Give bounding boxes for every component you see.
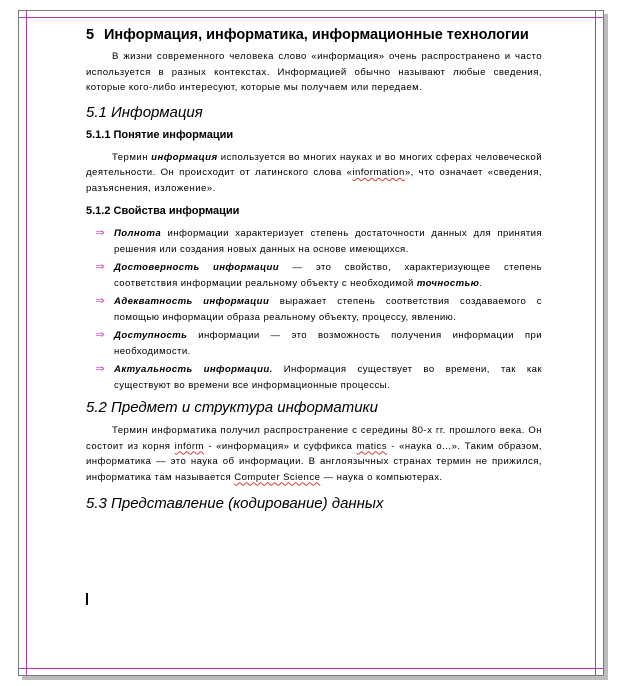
- list-item-tail: .: [479, 277, 483, 289]
- list-item-body: Информация существует во времени, так как существуют во времени все информационные процессы.: [114, 364, 542, 391]
- list-item-term: Полнота: [114, 228, 162, 239]
- misspelled-word: inform: [174, 440, 204, 452]
- list-item-term: Актуальность информации.: [114, 364, 273, 375]
- intro-paragraph: В жизни современного человека слово «информация» очень распространено и часто используется в разных контекстах. Информацией обычно называют любые сведения, которые кого-либо интересуют, которые мы получаем или передаем.: [86, 51, 542, 93]
- arrow-bullet-icon: ⇒: [95, 261, 105, 273]
- text-cursor: [86, 593, 88, 605]
- list-item-term: Адекватность информации: [114, 296, 270, 307]
- text-run: », что означает «сведения, разъяснения, изложение».: [86, 167, 543, 194]
- document-body[interactable]: [86, 28, 542, 519]
- text-run: - «информация» и суффикса: [204, 440, 357, 452]
- list-item-body: — это свойство, характеризующее степень соответствия информации реальному объекту с необходимой: [114, 262, 542, 289]
- misspelled-word: Computer Science: [234, 471, 321, 483]
- list-item-text: [114, 260, 542, 291]
- arrow-bullet-icon: ⇒: [95, 227, 105, 239]
- list-item-text: [114, 226, 542, 257]
- list-item: [86, 260, 542, 291]
- section-heading-5-1: 5.1 Информация: [86, 103, 203, 121]
- list-item-text: [114, 328, 542, 359]
- chapter-heading: [86, 28, 542, 43]
- margin-guide-left: [26, 11, 27, 675]
- list-item: [86, 328, 542, 359]
- properties-list: [86, 226, 542, 393]
- section-heading-5-3: 5.3 Представление (кодирование) данных: [86, 495, 384, 512]
- list-item-term-accuracy: точностью: [416, 277, 480, 289]
- chapter-title: Информация, информатика, информационные технологии: [104, 27, 529, 43]
- list-item-body: выражает степень соответствия создаваемого с помощью информации образа реальному объекту, процессу, явлению.: [114, 296, 543, 323]
- list-item-term: Достоверность информации: [114, 262, 280, 273]
- chapter-number: 5: [86, 27, 95, 43]
- text-run: — наука о компьютерах.: [320, 471, 443, 483]
- misspelled-word: matics: [356, 440, 387, 452]
- arrow-bullet-icon: ⇒: [95, 363, 105, 375]
- margin-guide-bottom: [19, 668, 603, 669]
- subsection-heading-5-1-1: 5.1.1 Понятие информации: [86, 128, 234, 141]
- margin-guide-right: [595, 11, 596, 675]
- list-item: [86, 226, 542, 257]
- text-run: используется во многих науках и во многих сферах человеческой деятельности. Он происходит от латинского слова «: [86, 151, 543, 178]
- section-heading-5-2: 5.2 Предмет и структура информатики: [86, 399, 378, 416]
- list-item-body: информации характеризует степень достаточности данных для принятия решения или создания новых данных на основе имеющихся.: [114, 228, 542, 255]
- arrow-bullet-icon: ⇒: [95, 329, 105, 341]
- list-item: [86, 362, 542, 393]
- margin-guide-top: [19, 17, 603, 18]
- term-information: информация: [151, 151, 218, 163]
- text-run: Термин информатика получил распространение с середины 80-х гг. прошлого века. Он состоит из корня: [86, 425, 542, 452]
- list-item-text: [114, 362, 542, 393]
- text-run: - «наука о...». Таким образом, информатика — это наука об информации. В англоязычных странах термин не прижился, информатика там называется: [86, 440, 542, 483]
- paragraph-5-2: [86, 423, 542, 485]
- subsection-heading-5-1-2: 5.1.2 Свойства информации: [86, 205, 240, 217]
- list-item-body: информации — это возможность получения информации при необходимости.: [114, 330, 542, 357]
- text-run: Термин: [112, 151, 152, 163]
- misspelled-word: information: [352, 167, 405, 178]
- arrow-bullet-icon: ⇒: [95, 295, 105, 307]
- list-item-text: [114, 294, 542, 325]
- list-item: [86, 294, 542, 325]
- paragraph-5-1-1: [86, 150, 542, 197]
- list-item-term: Доступность: [114, 330, 188, 341]
